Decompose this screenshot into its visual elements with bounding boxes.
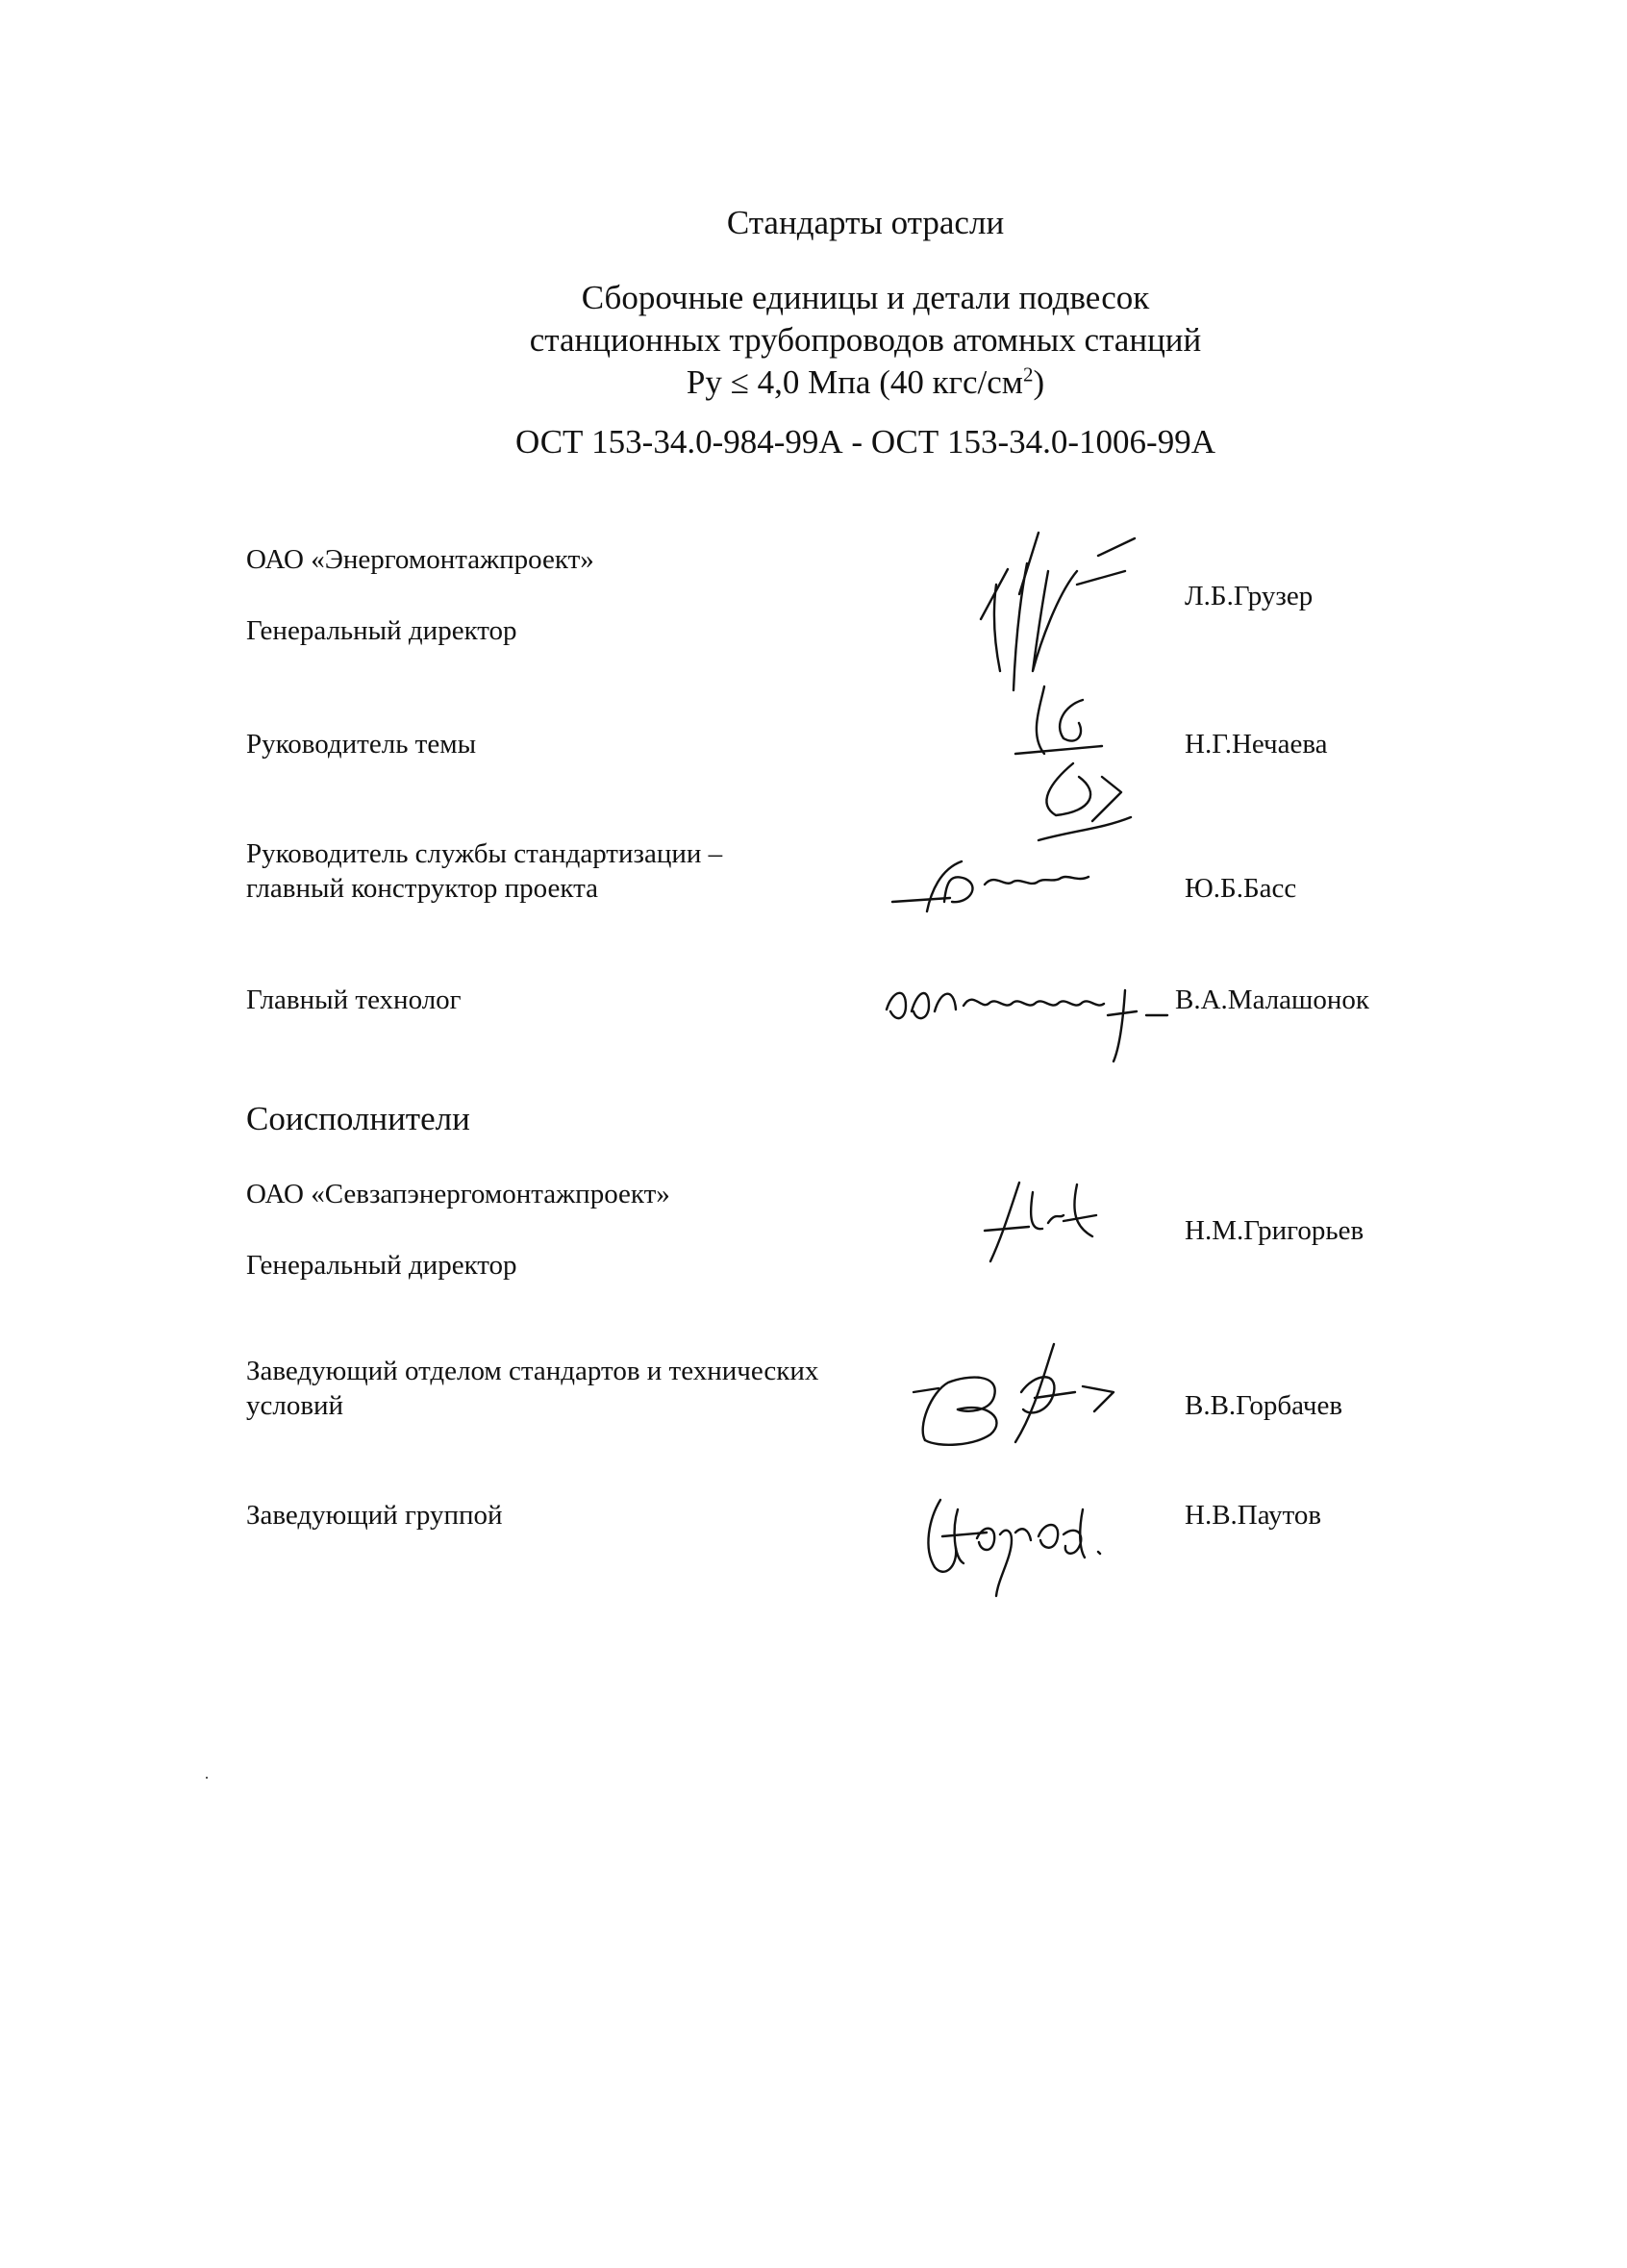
name-grigoriev: Н.М.Григорьев [1185, 1215, 1364, 1246]
name-pautov: Н.В.Паутов [1185, 1500, 1322, 1531]
role-general-director-1: Генеральный директор [246, 615, 517, 646]
signature-malashonok [867, 961, 1194, 1067]
name-malashonok: В.А.Малашонок [1175, 984, 1369, 1015]
role-standards-dept-head-line1: Заведующий отделом стандартов и технических [246, 1356, 819, 1386]
name-gruzer: Л.Б.Грузер [1185, 581, 1314, 611]
role-standards-dept-head-line2: условий [246, 1390, 344, 1421]
signature-bass [889, 844, 1110, 931]
org-sevzapenergomontazhproekt: ОАО «Севзапэнергомонтажпроект» [246, 1179, 670, 1209]
role-standardization-head-line1: Руководитель службы стандартизации – [246, 838, 723, 869]
signature-pautov [919, 1471, 1160, 1606]
signature-nechaeva [987, 677, 1160, 860]
name-gorbachev: В.В.Горбачев [1185, 1390, 1343, 1421]
header-title-line1: Сборочные единицы и детали подвесок [581, 279, 1150, 316]
header-pressure: Ру ≤ 4,0 Мпа (40 кгс/$см^2$) [686, 362, 1045, 401]
coexecutors-heading: Соисполнители [246, 1100, 470, 1137]
header-standard-codes: ОСТ 153-34.0-984-99А - ОСТ 153-34.0-1006-99А [515, 423, 1215, 461]
scan-speck [206, 1777, 208, 1779]
signature-gorbachev [910, 1334, 1131, 1459]
role-topic-leader: Руководитель темы [246, 729, 477, 760]
role-group-head: Заведующий группой [246, 1500, 503, 1531]
header-standards: Стандарты отрасли [726, 204, 1005, 241]
name-bass: Ю.Б.Басс [1185, 873, 1297, 904]
header-title-line2: станционных трубопроводов атомных станций [529, 321, 1202, 359]
signature-grigoriev [971, 1173, 1115, 1269]
name-nechaeva: Н.Г.Нечаева [1185, 729, 1328, 760]
org-energomontazhproekt: ОАО «Энергомонтажпроект» [246, 544, 594, 575]
role-standardization-head-line2: главный конструктор проекта [246, 873, 598, 904]
role-general-director-2: Генеральный директор [246, 1250, 517, 1281]
role-chief-technologist: Главный технолог [246, 984, 462, 1015]
